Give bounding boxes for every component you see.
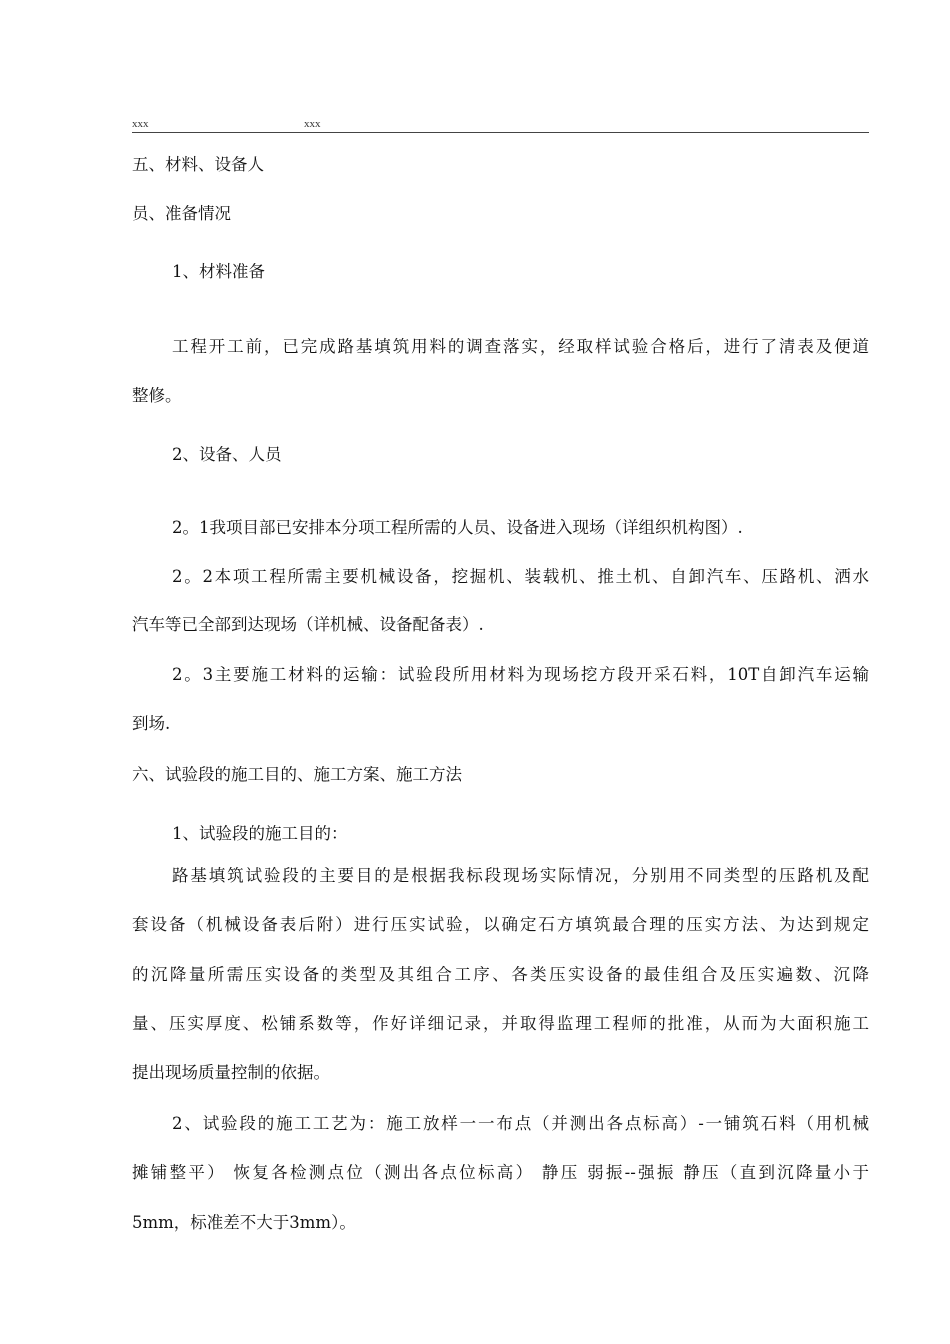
header-middle-text: xxx [304,118,321,130]
page-header [132,118,869,133]
paragraph-line: 路基填筑试验段的主要目的是根据我标段现场实际情况，分别用不同类型的压路机及配 [172,866,869,885]
paragraph-line: 整修。 [132,386,182,405]
subheading: 1、材料准备 [172,262,265,281]
paragraph-line: 2、试验段的施工工艺为：施工放样一一布点（并测出各点标高）-一铺筑石料（用机械 [172,1114,869,1133]
paragraph-line: 到场. [132,714,171,733]
paragraph-line: 2。3主要施工材料的运输：试验段所用材料为现场挖方段开采石料，10T自卸汽车运输 [172,665,869,684]
section-heading: 六、试验段的施工目的、施工方案、施工方法 [132,765,462,784]
subheading: 2、设备、人员 [172,445,282,464]
paragraph-line: 摊铺整平） 恢复各检测点位（测出各点位标高） 静压 弱振--强振 静压（直到沉降量小于 [132,1163,869,1182]
section-heading-continued: 员、准备情况 [132,204,231,223]
paragraph-line: 套设备（机械设备表后附）进行压实试验，以确定石方填筑最合理的压实方法、为达到规定 [132,915,869,934]
paragraph-line: 的沉降量所需压实设备的类型及其组合工序、各类压实设备的最佳组合及压实遍数、沉降 [132,965,869,984]
paragraph-line: 量、压实厚度、松铺系数等，作好详细记录，并取得监理工程师的批准，从而为大面积施工 [132,1014,869,1033]
paragraph-line: 汽车等已全部到达现场（详机械、设备配备表）. [132,615,484,634]
paragraph-line: 提出现场质量控制的依据。 [132,1063,330,1082]
paragraph-line: 2。2本项工程所需主要机械设备，挖掘机、装载机、推土机、自卸汽车、压路机、洒水 [172,567,869,586]
section-heading: 五、材料、设备人 [132,155,264,174]
paragraph-line: 5mm，标准差不大于3mm）。 [132,1213,356,1232]
header-left-text: xxx [132,118,149,130]
paragraph-line: 2。1我项目部已安排本分项工程所需的人员、设备进入现场（详组织机构图）. [172,518,743,537]
subheading: 1、试验段的施工目的： [172,824,348,843]
paragraph-line: 工程开工前，已完成路基填筑用料的调查落实，经取样试验合格后，进行了清表及便道 [172,337,869,356]
